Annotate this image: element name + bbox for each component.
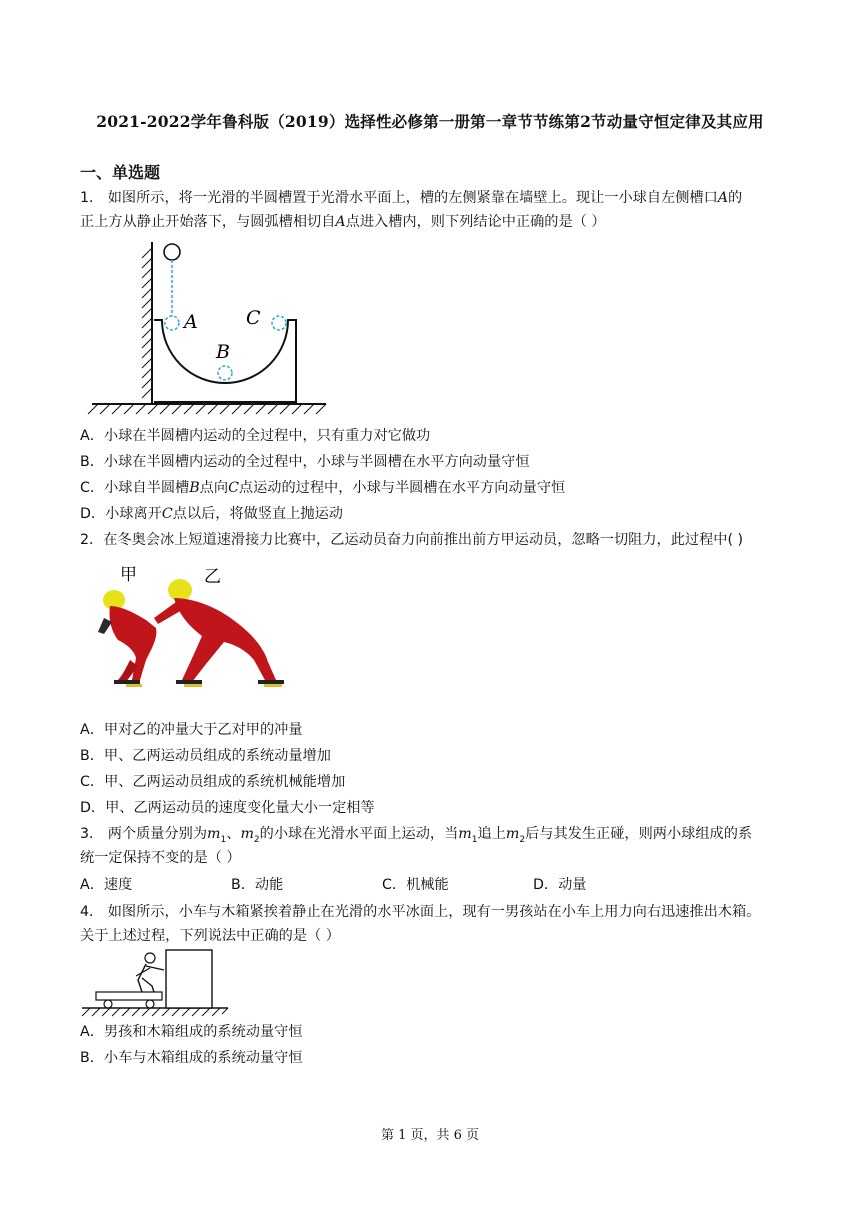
q4-option-b: B．小车与木箱组成的系统动量守恒: [80, 1050, 303, 1066]
q1-label-c: C: [246, 307, 261, 329]
q2-label-yi: 乙: [204, 567, 221, 587]
q4-stem-line2: 关于上述过程，下列说法中正确的是（ ）: [80, 928, 340, 944]
q1-stem-line2: 正上方从静止开始落下，与圆弧槽相切自A点进入槽内，则下列结论中正确的是（ ）: [80, 214, 606, 230]
q2-stem: 2．在冬奥会冰上短道速滑接力比赛中，乙运动员奋力向前推出前方甲运动员，忽略一切阻力，此过程中( ): [80, 532, 744, 548]
q1-option-d: D．小球离开C点以后，将做竖直上抛运动: [80, 506, 343, 522]
document-title: 2021-2022学年鲁科版（2019）选择性必修第一册第一章节节练第2节动量守恒定律及其应用: [96, 112, 764, 131]
page-footer: 第 1 页，共 6 页: [380, 1128, 480, 1143]
q1-option-b: B．小球在半圆槽内运动的全过程中，小球与半圆槽在水平方向动量守恒: [80, 454, 530, 470]
q2-speed-skaters-image: [96, 562, 292, 694]
q1-option-a: A．小球在半圆槽内运动的全过程中，只有重力对它做功: [80, 428, 431, 444]
q1-label-b: B: [216, 341, 230, 363]
q3-stem-line1: 3． 两个质量分别为$m_1$、$m_2$的小球在光滑水平面上运动，当$m_1$追上$m_2$后与其发生正碰，则两小球组成的系: [80, 826, 753, 845]
q3-option-a: A．速度: [80, 877, 133, 893]
q2-label-jia: 甲: [120, 565, 137, 585]
q4-stem-line1: 4． 如图所示，小车与木箱紧挨着静止在光滑的水平冰面上，现有一男孩站在小车上用力向右迅速推出木箱。: [80, 904, 761, 920]
q1-stem-line1: 1． 如图所示，将一光滑的半圆槽置于光滑水平面上，槽的左侧紧靠在墙壁上。现让一小球自左侧槽口A的: [80, 190, 743, 206]
q3-option-b: B．动能: [231, 877, 284, 893]
q3-option-c: C．机械能: [382, 877, 449, 893]
q1-label-a: A: [184, 311, 198, 333]
q4-option-a: A．男孩和木箱组成的系统动量守恒: [80, 1024, 303, 1040]
q3-stem-line2: 统一定保持不变的是（ ）: [80, 850, 241, 866]
section-heading: 一、单选题: [80, 163, 161, 182]
q1-option-c: C．小球自半圆槽B点向C点运动的过程中，小球与半圆槽在水平方向动量守恒: [80, 480, 566, 496]
q4-cart-box-figure: [80, 944, 230, 1022]
q1-half-pipe-figure: [86, 236, 330, 418]
q2-option-b: B．甲、乙两运动员组成的系统动量增加: [80, 748, 331, 764]
q2-option-a: A．甲对乙的冲量大于乙对甲的冲量: [80, 722, 303, 738]
q3-option-d: D．动量: [533, 877, 587, 893]
q2-option-d: D．甲、乙两运动员的速度变化量大小一定相等: [80, 800, 375, 816]
q2-option-c: C．甲、乙两运动员组成的系统机械能增加: [80, 774, 346, 790]
